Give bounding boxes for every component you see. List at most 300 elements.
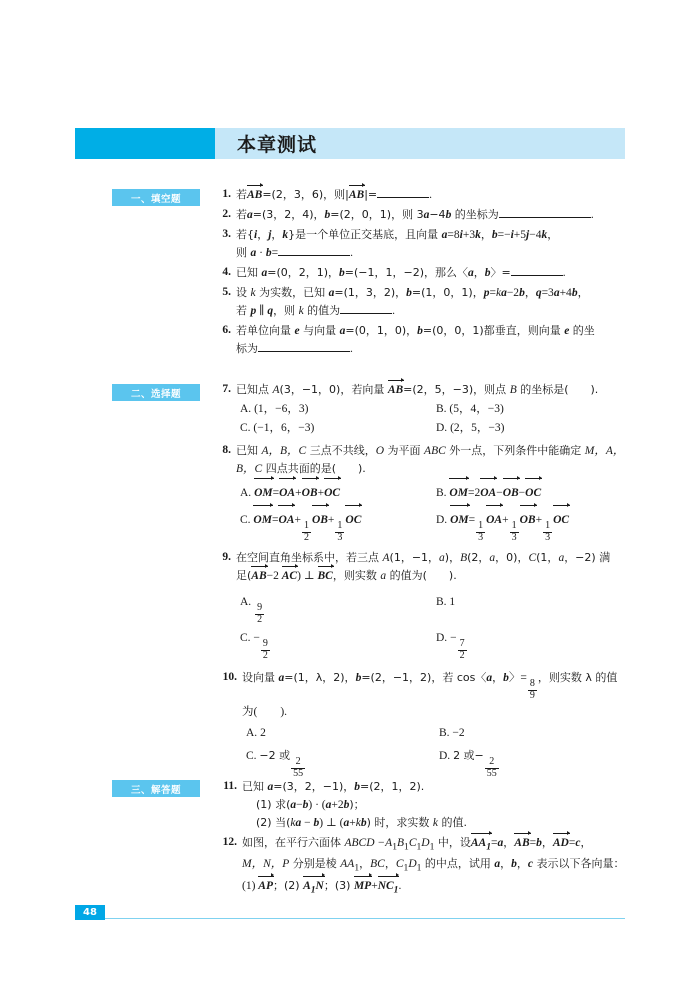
q10-c-den: 55 [293, 767, 304, 779]
q5-answer-blank[interactable] [340, 313, 392, 314]
q8-l1-b: 为平面 [384, 444, 425, 457]
q12-sub4: 1 [429, 841, 435, 853]
q9-choice-b[interactable] [432, 589, 628, 625]
q7-point-a: A [272, 384, 280, 396]
page-footer [75, 905, 625, 921]
question-10 [216, 669, 628, 779]
q3-var-a2: a [250, 247, 257, 259]
q12-solid: ABCD −A [344, 837, 393, 849]
q11-a3: a [325, 799, 332, 811]
q3-dot: · [256, 247, 266, 259]
q9-a3: a [558, 552, 565, 564]
q8-choice-d[interactable] [432, 506, 628, 543]
q8-c-ob: OB [312, 506, 328, 533]
q12-points-mnp: M，N，P [242, 858, 290, 871]
q12-var-a2: a [494, 858, 501, 871]
q8-choice-b[interactable] [432, 479, 628, 506]
q10-choice-a-text: 2 [260, 727, 266, 739]
q8-c-op1: + [294, 514, 301, 526]
q12-edge-c1: C [395, 858, 404, 871]
q10-l1-a: =(1，λ，2)， [284, 671, 356, 684]
q9-choice-c-fraction [261, 639, 270, 661]
q12-l2-f: ， [516, 857, 528, 871]
q12-l3-b: ；(3) [323, 878, 354, 892]
q3-l1-mid: }是一个单位正交基底，且向量 [288, 228, 442, 241]
q12-sub1: 1 [392, 841, 397, 853]
q10-choice-c-pre: −2 或 [259, 749, 291, 762]
q8-c-oa: OA [278, 506, 294, 533]
question-7-body [236, 381, 628, 438]
question-4 [216, 264, 628, 282]
q5-k2: k [495, 287, 502, 299]
q2-answer-blank[interactable] [499, 217, 591, 218]
question-9 [216, 549, 628, 661]
q3-answer-blank[interactable] [278, 255, 350, 256]
q11-k3: k [432, 817, 438, 829]
question-9-body [236, 549, 628, 661]
question-1-number: 1. [222, 188, 231, 200]
q8-d-ob: OB [520, 506, 536, 533]
q11-k2: k [355, 817, 361, 829]
q7-choice-a-label: A. [240, 403, 252, 415]
q3-i3: i [510, 229, 514, 241]
q3-k3: k [541, 229, 548, 241]
q9-choice-c[interactable] [236, 625, 432, 661]
q12-edge-aa1: AA [340, 858, 355, 871]
q10-line-2: 为( ). [242, 706, 288, 718]
q10-choice-b-label: B. [439, 727, 450, 739]
q11-s2e: 的值. [437, 816, 467, 829]
q11-s1d: )； [349, 798, 365, 811]
q6-l2-pre: 标为 [236, 342, 258, 355]
q12-l1-b: = [491, 837, 498, 849]
q6-line-2 [236, 340, 628, 358]
q12-l1-f: = [568, 837, 576, 849]
question-10-body [242, 669, 628, 779]
q12-solid4: D [421, 837, 430, 849]
question-5 [216, 284, 628, 320]
q7-choice-b[interactable] [432, 400, 628, 419]
q12-vector-mp: MP [354, 877, 371, 895]
q8-choice-c[interactable] [236, 506, 432, 543]
q2-t1: =(3，2，4)， [252, 208, 325, 221]
q8-d-eq: = [468, 514, 476, 526]
q3-eq: = [271, 247, 279, 259]
q8-d-oc: OC [553, 506, 569, 533]
q3-l1-a: =8 [447, 229, 460, 241]
q12-vector-aa1 [471, 834, 491, 855]
q6-end: . [350, 343, 353, 355]
q11-b4: b [313, 817, 320, 829]
question-12 [216, 834, 628, 898]
q10-choice-d-pre: 2 或− [453, 749, 484, 762]
page-number-badge: 48 [75, 905, 105, 920]
q11-s1c: +2 [331, 799, 344, 811]
q9-choice-c-sign: − [253, 632, 260, 644]
q4-pre: 已知 [236, 266, 262, 279]
q7-choice-b-text: (5，4，−3) [449, 403, 504, 415]
question-8-body [236, 442, 628, 543]
q3-c1: ， [257, 228, 269, 241]
q12-aa1-sub: 1 [354, 862, 360, 874]
q12-l1-c: ， [503, 836, 515, 849]
question-5-body [236, 284, 628, 320]
q8-d-coeff-1: $\frac{1}{3}$ [511, 520, 517, 543]
q12-l3-a: ；(2) [273, 878, 304, 892]
q3-l1-d: =− [497, 229, 511, 241]
question-11 [216, 778, 628, 832]
q10-choices [242, 724, 628, 779]
q4-var-b: b [339, 267, 345, 279]
q4-var-a: a [261, 267, 268, 279]
q3-l1-pre: 若{ [236, 228, 254, 241]
q8-d-op1: + [502, 514, 509, 526]
q10-line-1 [242, 669, 628, 701]
q5-var-k: k [250, 287, 256, 299]
q8-a-oc: OC [324, 479, 340, 506]
q5-parallel: ∥ [256, 305, 268, 317]
q9-a2: a [489, 552, 496, 564]
q6-l1-pre: 若单位向量 [236, 324, 295, 337]
q11-stem-b: =(2，1，2). [360, 780, 425, 793]
q12-vector-ad: AD [553, 834, 569, 852]
q12-var-c: c [575, 837, 581, 849]
q6-line-1 [236, 322, 628, 340]
q7-choice-d[interactable] [432, 419, 628, 438]
q12-l2-a: 分别是棱 [289, 857, 341, 871]
q6-var-b: b [417, 325, 423, 337]
q10-l1-c: ， [492, 671, 504, 684]
q11-part-1 [242, 796, 628, 814]
chapter-test-banner [75, 128, 625, 159]
q8-b-om: OM [449, 479, 468, 506]
q11-s2-pre: (2) 当( [256, 816, 291, 829]
q3-l2-pre: 则 [236, 246, 251, 259]
q7-choice-c[interactable] [236, 419, 432, 438]
q6-var-a: a [339, 325, 346, 337]
q9-choice-d[interactable] [432, 625, 628, 661]
q8-b-eq: =2 [467, 487, 481, 499]
q11-a5: a [343, 817, 350, 829]
q7-choice-a[interactable] [236, 400, 432, 419]
banner-title-wrap [215, 128, 625, 159]
q6-l1-b: =(0，1，0)， [345, 324, 418, 337]
q12-sub2: 1 [404, 841, 409, 853]
fill-in-questions [216, 186, 628, 360]
q9-c-num: 9 [262, 638, 268, 649]
q10-choice-d[interactable] [435, 743, 628, 779]
q5-k3: k [298, 305, 304, 317]
q10-var-b2: b [503, 672, 509, 684]
q5-l2-b: 的值为 [303, 304, 341, 317]
q10-l1-d: 〉= [508, 672, 527, 684]
q6-answer-blank[interactable] [258, 351, 350, 352]
q8-choice-b-label: B. [436, 487, 447, 499]
q8-d-coeff-0: $\frac{1}{3}$ [478, 520, 484, 543]
q11-part-2 [242, 814, 628, 832]
q11-stem-pre: 已知 [242, 780, 268, 793]
q9-choice-d-label: D. [436, 632, 448, 644]
q5-a3: a [553, 287, 560, 299]
q11-s1a: − [296, 799, 303, 811]
q3-l1-g: ， [547, 228, 559, 241]
q5-l1-f: ， [524, 286, 536, 299]
q5-l1-i: ， [577, 286, 589, 299]
q11-s2c: + [349, 817, 356, 829]
q8-point-o: O [375, 445, 385, 457]
q8-d-om: OM [450, 506, 469, 533]
q9-l2-c: ，则实数 [332, 569, 381, 582]
q5-l1-d: = [489, 287, 496, 299]
q8-b-oc: OC [525, 479, 541, 506]
q12-vector-nc1 [377, 877, 402, 898]
q8-a-oa: OA [279, 479, 295, 506]
q12-line-3 [242, 877, 628, 898]
q2-end: . [590, 209, 594, 221]
q11-s2b: ) ⊥ ( [319, 817, 344, 829]
q9-l1-d: ，0)， [495, 551, 529, 564]
question-11-number: 11. [223, 780, 237, 792]
q12-d1-sub: 1 [416, 862, 422, 874]
q1-vector-ab-2: AB [349, 186, 364, 204]
q8-choice-a[interactable] [236, 479, 432, 506]
q6-var-e: e [294, 325, 300, 337]
q9-choice-a-label: A. [240, 596, 252, 608]
q5-p2: p [250, 305, 257, 317]
question-7 [216, 381, 628, 438]
q10-l1-b: =(2，−1，2)，若 cos〈 [361, 671, 487, 684]
q2-var-b: b [324, 209, 331, 221]
q12-l1-a: 中，设 [434, 836, 471, 849]
q9-l2-b: ) ⊥ [297, 570, 318, 582]
q8-b-ob: OB [503, 479, 519, 506]
q8-choice-c-label: C. [240, 514, 251, 526]
q12-vaa1-sub: 1 [486, 841, 492, 853]
q9-a-den: 2 [257, 613, 263, 625]
q10-var-a2: a [486, 672, 493, 684]
q8-b-op1: − [496, 487, 503, 499]
q2-var-b2: b [445, 209, 452, 221]
q12-l2-g: 表示以下各向量： [533, 857, 625, 871]
q8-choices [236, 479, 628, 543]
q8-c-om: OM [253, 506, 272, 533]
q5-l1-h: +4 [559, 287, 572, 299]
q12-l3-d: . [398, 879, 402, 892]
q10-l1-pre: 设向量 [242, 671, 279, 684]
q9-choice-a-fraction [255, 603, 264, 625]
footer-rule [105, 918, 625, 919]
q8-c-eq: = [271, 514, 279, 526]
q5-end: . [392, 305, 396, 317]
q3-j2: j [526, 229, 530, 241]
q5-var-p: p [483, 287, 490, 299]
q11-a2: a [290, 799, 297, 811]
q8-points-bc: B，C [236, 463, 263, 475]
q3-i2: i [459, 229, 463, 241]
q12-var-b: b [536, 837, 542, 849]
question-12-number: 12. [222, 836, 237, 848]
q9-l1-c: (2， [467, 551, 490, 564]
q7-stem-pre: 已知点 [236, 383, 273, 396]
question-5-number: 5. [222, 286, 231, 298]
q4-var-b3: b [484, 267, 491, 279]
q10-choice-d-label: D. [439, 750, 451, 762]
q5-b2: b [519, 287, 525, 299]
q4-answer-blank[interactable] [511, 275, 563, 276]
question-2-body [236, 206, 628, 224]
question-1-body [236, 186, 628, 204]
q8-c-oc: OC [345, 506, 361, 533]
q12-va1n-n: N [315, 879, 324, 892]
q9-d-den: 2 [459, 649, 465, 661]
q3-var-b2: b [265, 247, 272, 259]
q5-l2-pre: 若 [236, 304, 251, 317]
q9-l1-e: (1， [536, 551, 559, 564]
q4-var-a2: a [468, 267, 474, 279]
q9-choice-b-label: B. [436, 596, 447, 608]
q8-l2-a: 四点共面的是( ). [262, 462, 366, 475]
q5-l1-b: =(1，3，2)， [334, 286, 407, 299]
q9-choice-a[interactable] [236, 589, 432, 625]
q12-vaa1-text: AA [470, 837, 487, 849]
q4-t4: 〉= [490, 266, 511, 279]
q7-stem-c: 的坐标是( ). [516, 383, 599, 396]
q10-choice-b-text: −2 [452, 727, 465, 739]
q3-line-1 [236, 226, 628, 244]
question-2-number: 2. [222, 208, 231, 220]
q9-l1-f: ，−2) 满 [564, 551, 611, 564]
question-1 [216, 186, 628, 204]
q12-l2-b: ， [359, 857, 371, 871]
question-2 [216, 206, 628, 224]
q12-l1-g: ， [580, 836, 592, 849]
q2-var-a: a [247, 209, 253, 221]
q11-stem-a: =(3，2，−1)， [273, 780, 355, 793]
q8-l1-a: 三点不共线， [306, 444, 376, 457]
q8-a-om: OM [254, 479, 273, 506]
q12-l3-pre: (1) [242, 879, 259, 892]
q12-edge-bc: BC [370, 858, 385, 871]
section-tag-fill-in: 一、填空题 [112, 189, 200, 206]
q3-basis-k: k [282, 229, 289, 241]
q10-choice-c[interactable] [242, 743, 435, 779]
q5-var-b: b [406, 287, 412, 299]
q12-l2-d: 的中点，试用 [421, 857, 495, 871]
q6-l1-c: =(0，0，1)都垂直，则向量 [422, 324, 565, 337]
q11-b3: b [343, 799, 350, 811]
q9-l2-d: 的值为( ). [386, 569, 457, 582]
q8-points-ma: M，A， [584, 445, 625, 457]
q4-end: . [562, 267, 566, 279]
q9-vector-bc: BC [318, 567, 333, 585]
q4-t2: =(−1，1，−2)，那么〈 [344, 266, 469, 279]
q12-var-a: a [497, 837, 504, 849]
q9-point-b: B [460, 552, 468, 564]
q12-va1n-a: A [303, 879, 311, 892]
q5-l2-a: ，则 [273, 304, 299, 317]
q3-k2: k [475, 229, 481, 241]
q10-choice-a[interactable] [242, 724, 435, 743]
q5-line-2 [236, 302, 628, 320]
question-11-body [242, 778, 628, 832]
q9-point-a: A [382, 552, 390, 564]
q8-b-op2: − [518, 487, 526, 499]
q12-vnc1-text: NC [377, 879, 394, 892]
q8-d-op2: + [535, 514, 543, 526]
q9-choice-d-fraction [458, 639, 467, 661]
question-3-body [236, 226, 628, 262]
q5-l1-c: =(1，0，1)， [411, 286, 484, 299]
q11-s2d: ) 时，求实数 [366, 816, 433, 829]
q5-q2: q [267, 305, 274, 317]
q7-point-b: B [509, 384, 517, 396]
q9-d-num: 7 [459, 638, 465, 649]
q3-c2: ， [271, 228, 283, 241]
q3-line-2 [236, 244, 628, 262]
q10-choice-a-label: A. [246, 727, 258, 739]
q5-l1-pre: 设 [236, 286, 251, 299]
q2-var-a2: a [423, 209, 430, 221]
q10-choice-b[interactable] [435, 724, 628, 743]
q7-choice-c-text: (−1，6，−3) [253, 422, 315, 434]
q1-answer-blank[interactable] [377, 197, 429, 198]
q7-vector-ab: AB [388, 381, 403, 399]
q10-stem-den: 9 [529, 689, 535, 701]
q12-l2-e: ， [500, 857, 512, 871]
q8-b-oa: OA [480, 479, 496, 506]
q8-c-op2: + [327, 514, 335, 526]
q6-var-e2: e [564, 325, 570, 337]
q3-basis-j: j [268, 229, 272, 241]
q10-c-num: 2 [295, 756, 301, 767]
q8-d-oa: OA [486, 506, 502, 533]
q11-a4: a [295, 817, 302, 829]
q6-l1-d: 的坐 [569, 324, 595, 337]
q9-a4: a [380, 570, 387, 582]
q8-choice-d-label: D. [436, 514, 448, 526]
q7-choice-a-text: (1，−6，3) [254, 403, 309, 415]
free-response-questions [216, 778, 628, 900]
section-tag-free-response: 三、解答题 [112, 780, 200, 797]
q9-vector-ab: AB [251, 567, 266, 585]
q10-choice-d-fraction [485, 757, 499, 779]
q11-var-b: b [354, 781, 361, 793]
q8-a-ob: OB [302, 479, 318, 506]
q8-a-op2: + [317, 487, 325, 499]
question-12-body [242, 834, 628, 898]
q9-l2-a: −2 [266, 570, 282, 582]
q8-plane-abc: ABC [424, 445, 446, 457]
q11-var-a: a [267, 781, 274, 793]
q9-l2-pre: 足( [236, 569, 252, 582]
q12-c1-sub: 1 [403, 862, 409, 874]
q12-l3-c: + [371, 879, 378, 892]
q4-t3: ， [473, 266, 485, 279]
q12-edge-d1: D [408, 858, 417, 871]
q11-b5: b [360, 817, 367, 829]
q9-a1: a [439, 552, 445, 564]
q7-stem [236, 381, 628, 399]
q3-l1-f: −4 [529, 229, 542, 241]
q9-vector-ac: AC [282, 567, 297, 585]
q8-choice-a-label: A. [240, 487, 252, 499]
q7-choices [236, 400, 628, 438]
q12-vector-ap: AP [258, 877, 273, 895]
q12-solid2: B [396, 837, 405, 849]
section-tag-multiple-choice: 二、选择题 [112, 384, 200, 401]
q5-var-q: q [535, 287, 542, 299]
q9-a-num: 9 [257, 602, 263, 613]
